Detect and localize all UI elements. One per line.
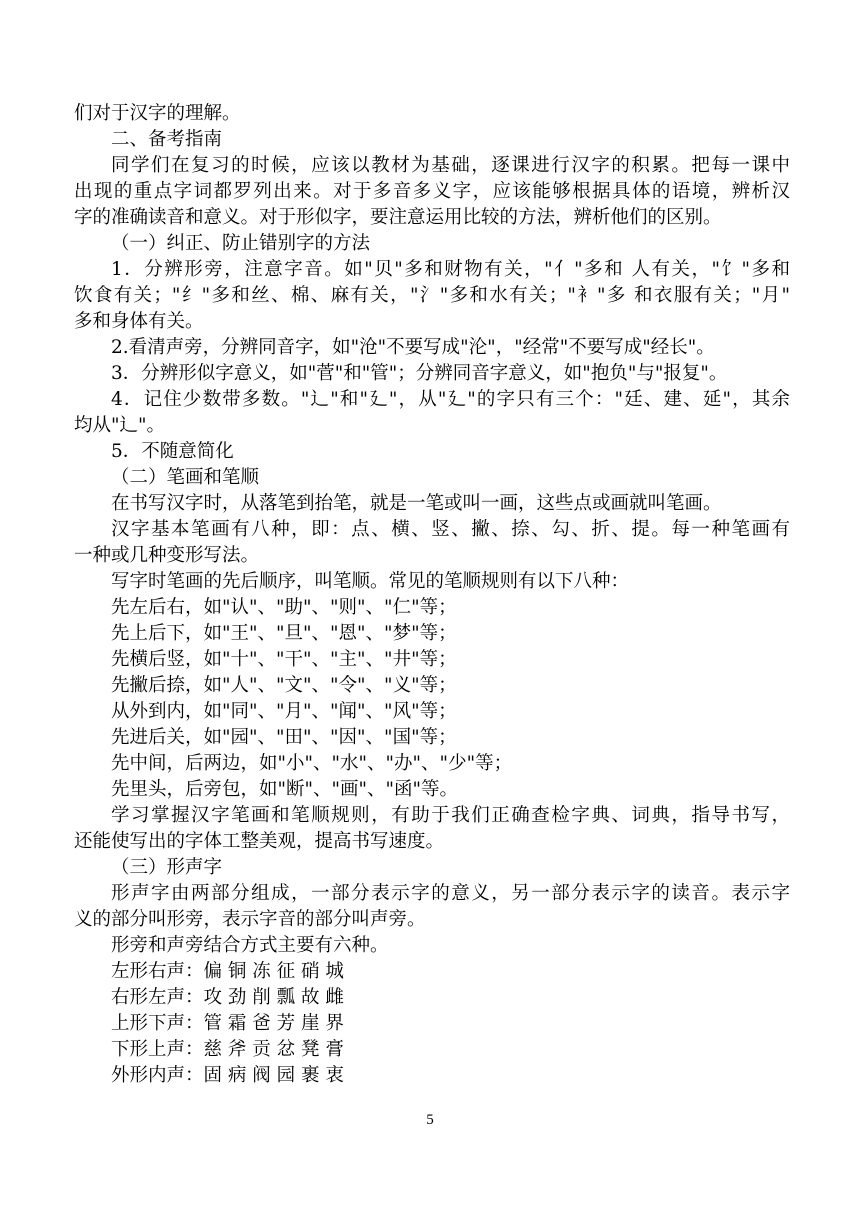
paragraph-line: 4．记住少数带多数。"辶"和"廴"，从"廴"的字只有三个："廷、建、延"，其余	[111, 389, 790, 410]
paragraph-line: 2.看清声旁，分辨同音字，如"沧"不要写成"沦"，"经常"不要写成"经长"。	[111, 337, 715, 358]
list-item: 下形上声：慈 斧 贡 忿 凳 膏	[111, 1039, 344, 1060]
paragraph-line: 出现的重点字词都罗列出来。对于多音多义字，应该能够根据具体的语境，辨析汉	[74, 181, 790, 202]
paragraph-line: 形声字由两部分组成，一部分表示字的意义，另一部分表示字的读音。表示字	[111, 883, 790, 904]
subsection-heading: （一）纠正、防止错别字的方法	[111, 233, 371, 254]
paragraph-line: 一种或几种变形写法。	[74, 545, 260, 566]
paragraph-line: 5．不随意简化	[111, 441, 234, 462]
list-item: 先左后右，如"认"、"助"、"则"、"仁"等；	[111, 597, 457, 618]
paragraph-line: 同学们在复习的时候，应该以教材为基础，逐课进行汉字的积累。把每一课中	[111, 155, 790, 176]
paragraph-line: 字的准确读音和意义。对于形似字，要注意运用比较的方法，辨析他们的区别。	[74, 207, 722, 228]
paragraph-line: 均从"辶"。	[74, 415, 166, 436]
paragraph-line: 汉字基本笔画有八种，即：点、横、竖、撇、捺、勾、折、提。每一种笔画有	[111, 519, 790, 540]
list-item: 左形右声：偏 铜 冻 征 硝 城	[111, 961, 344, 982]
paragraph-line: 写字时笔画的先后顺序，叫笔顺。常见的笔顺规则有以下八种：	[111, 571, 630, 592]
list-item: 右形左声：攻 劲 削 瓢 故 雌	[111, 987, 344, 1008]
paragraph-line: 1．分辨形旁，注意字音。如"贝"多和财物有关，"亻"多和 人有关，"饣"多和	[111, 259, 790, 280]
list-item: 上形下声：管 霜 爸 芳 崖 界	[111, 1013, 344, 1034]
page-number: 5	[426, 1112, 434, 1128]
document-body	[74, 101, 790, 1089]
paragraph-line: 多和身体有关。	[74, 311, 204, 332]
list-item: 先中间，后两边，如"小"、"水"、"办"、"少"等；	[111, 753, 513, 774]
paragraph-line: 形旁和声旁结合方式主要有六种。	[111, 935, 389, 956]
paragraph-line: 在书写汉字时，从落笔到抬笔，就是一笔或叫一画，这些点或画就叫笔画。	[111, 493, 722, 514]
paragraph-line: 3．分辨形似字意义，如"菅"和"管"；分辨同音字意义，如"抱负"与"报复"。	[111, 363, 728, 384]
paragraph-line: 义的部分叫形旁，表示字音的部分叫声旁。	[74, 909, 426, 930]
paragraph-line: 饮食有关；"纟"多和丝、棉、麻有关，"氵"多和水有关；"衤"多 和衣服有关；"月"	[74, 285, 790, 306]
list-item: 先横后竖，如"十"、"干"、"主"、"井"等；	[111, 649, 457, 670]
paragraph-line: 还能使写出的字体工整美观，提高书写速度。	[74, 831, 445, 852]
paragraph-line: 学习掌握汉字笔画和笔顺规则，有助于我们正确查检字典、词典，指导书写，	[111, 805, 790, 826]
text-line: 们对于汉字的理解。	[74, 103, 241, 124]
list-item: 外形内声：固 病 阀 园 裹 衷	[111, 1065, 344, 1086]
subsection-heading: （二）笔画和笔顺	[111, 467, 260, 488]
list-item: 先上后下，如"王"、"旦"、"恩"、"梦"等；	[111, 623, 457, 644]
list-item: 先进后关，如"园"、"田"、"因"、"国"等；	[111, 727, 457, 748]
list-item: 先里头，后旁包，如"断"、"画"、"函"等。	[111, 779, 459, 800]
list-item: 从外到内，如"同"、"月"、"闻"、"风"等；	[111, 701, 457, 722]
list-item: 先撇后捺，如"人"、"文"、"令"、"义"等；	[111, 675, 457, 696]
section-heading: 二、备考指南	[111, 129, 223, 150]
subsection-heading: （三）形声字	[111, 857, 223, 878]
